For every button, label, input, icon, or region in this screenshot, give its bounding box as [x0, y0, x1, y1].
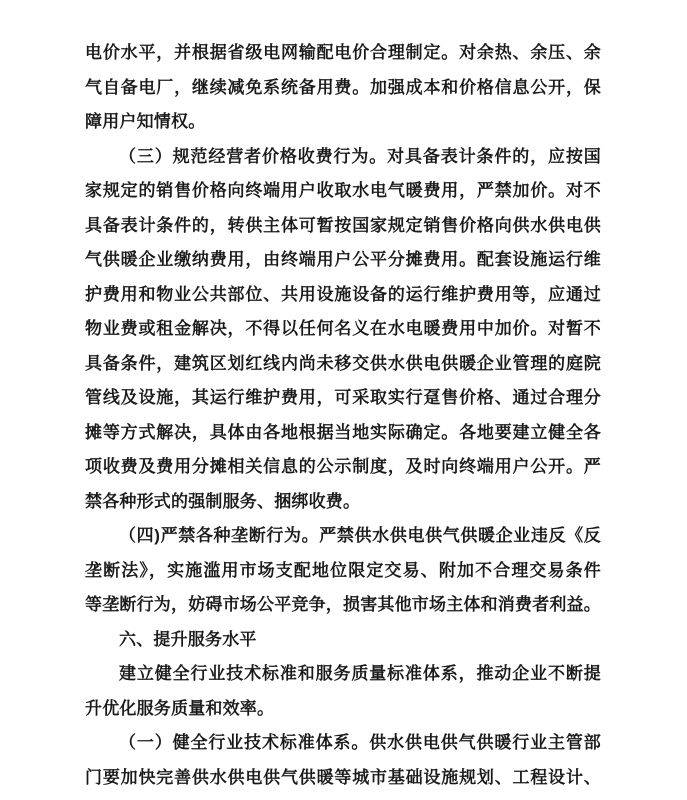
- text-line: 管线及设施，其运行维护费用，可采取实行趸售价格、通过合理分: [85, 388, 601, 407]
- paragraph-start-line: （三）规范经营者价格收费行为。对具备表计条件的，应按国: [119, 146, 601, 166]
- text-line: 家规定的销售价格向终端用户收取水电气暖费用，严禁加价。对不: [85, 181, 601, 200]
- text-line: 等垄断行为，妨碍市场公平竞争，损害其他市场主体和消费者利益。: [85, 595, 601, 614]
- text-line: 障用户知情权。: [85, 112, 206, 131]
- paragraph-start-line: 建立健全行业技术标准和服务质量标准体系，推动企业不断提: [119, 664, 601, 683]
- text-line: 垄断法》，实施滥用市场支配地位限定交易、附加不合理交易条件: [85, 560, 601, 580]
- text-line: 项收费及费用分摊相关信息的公示制度，及时向终端用户公开。严: [85, 457, 601, 476]
- text-line: 门要加快完善供水供电供气供暖等城市基础设施规划、工程设计、: [85, 767, 601, 787]
- text-line: 护费用和物业公共部位、共用设施设备的运行维护费用等，应通过: [85, 284, 601, 304]
- section-heading-line: 六、提升服务水平: [119, 629, 257, 649]
- paragraph-start-line: （一）健全行业技术标准体系。供水供电供气供暖行业主管部: [119, 733, 601, 752]
- text-line: 禁各种形式的强制服务、捆绑收费。: [85, 491, 361, 511]
- text-line: 电价水平，并根据省级电网输配电价合理制定。对余热、余压、余: [85, 43, 601, 62]
- text-line: 气供暖企业缴纳费用，由终端用户公平分摊费用。配套设施运行维: [85, 250, 601, 269]
- text-line: 气自备电厂，继续减免系统备用费。加强成本和价格信息公开，保: [85, 77, 601, 97]
- paragraph-start-line: （四)严禁各种垄断行为。严禁供水供电供气供暖企业违反《反: [119, 526, 601, 545]
- text-line: 摊等方式解决，具体由各地根据当地实际确定。各地要建立健全各: [85, 422, 601, 442]
- text-line: 物业费或租金解决，不得以任何名义在水电暖费用中加价。对暂不: [85, 319, 601, 338]
- text-line: 升优化服务质量和效率。: [85, 698, 275, 718]
- text-line: 具备条件，建筑区划红线内尚未移交供水供电供暖企业管理的庭院: [85, 353, 601, 373]
- text-line: 具备表计条件的，转供主体可暂按国家规定销售价格向供水供电供: [85, 215, 601, 235]
- document-text-block: [85, 36, 601, 795]
